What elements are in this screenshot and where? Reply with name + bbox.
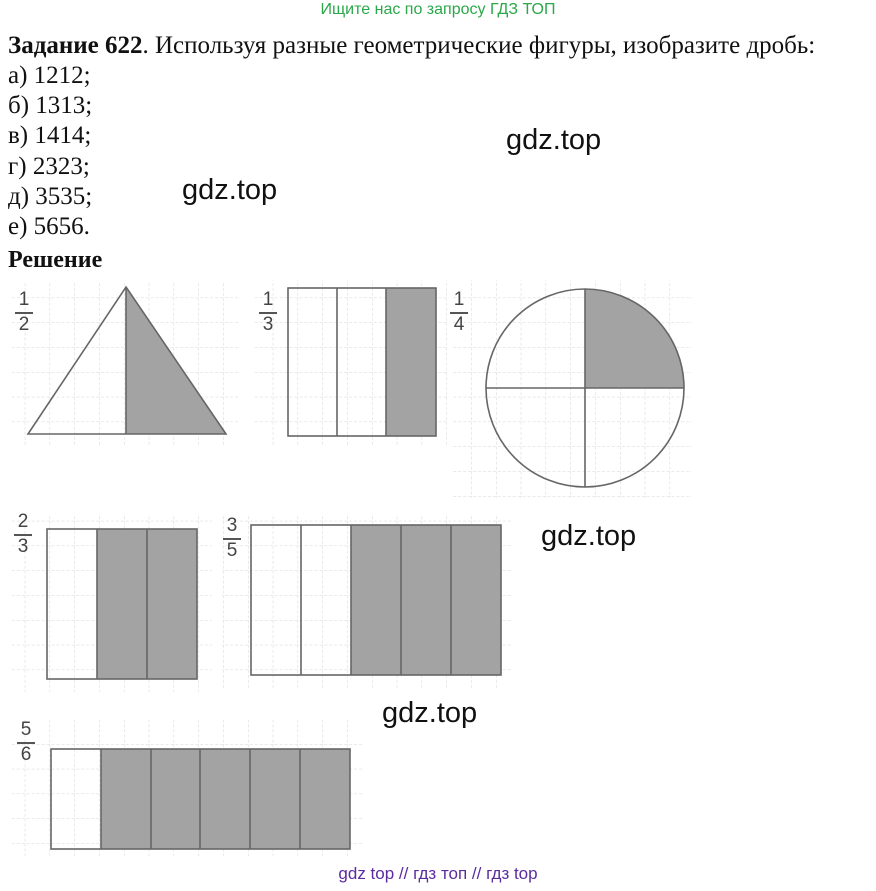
rectangle-third-figure — [254, 280, 448, 446]
fraction-label-half — [15, 290, 33, 335]
fraction-label-three-fifths — [223, 516, 241, 561]
fraction-denominator: 3 — [17, 535, 29, 557]
search-banner: Ищите нас по запросу ГДЗ ТОП — [320, 1, 556, 18]
solution-heading: Решение — [8, 247, 103, 273]
fraction-denominator: 5 — [226, 539, 238, 561]
fraction-numerator: 5 — [20, 719, 32, 740]
rectangle-three-fifths-figure — [222, 514, 512, 690]
task-title: Задание 622 — [8, 32, 143, 59]
rectangle-five-sixths-figure — [12, 720, 364, 858]
fraction-denominator: 4 — [453, 313, 465, 335]
task-item-v: в) 1414; — [8, 122, 92, 150]
watermark-gdz-top: gdz.top — [382, 697, 478, 729]
fraction-label-quarter — [450, 290, 468, 335]
watermark-gdz-top: gdz.top — [541, 520, 637, 552]
task-item-g: г) 2323; — [8, 152, 90, 180]
fraction-numerator: 1 — [18, 289, 30, 310]
footer-link[interactable]: gdz top // гдз топ // гдз top — [338, 864, 538, 883]
fraction-label-five-sixths — [17, 720, 35, 765]
task-text: . Используя разные геометрические фигуры, изобразите дробь: — [142, 32, 816, 59]
circle-quarter-figure — [452, 280, 692, 498]
task-item-b: б) 1313; — [8, 92, 93, 120]
task-item-a: а) 1212; — [8, 62, 91, 89]
fraction-label-third — [259, 290, 277, 335]
watermark-gdz-top: gdz.top — [182, 174, 278, 206]
fraction-numerator: 1 — [453, 289, 465, 310]
fraction-denominator: 6 — [20, 743, 32, 765]
fraction-denominator: 2 — [18, 313, 30, 335]
fraction-label-two-thirds — [14, 512, 32, 557]
fraction-numerator: 2 — [17, 511, 29, 532]
task-item-e: е) 5656. — [8, 213, 90, 241]
fraction-numerator: 3 — [226, 515, 238, 536]
watermark-gdz-top: gdz.top — [506, 124, 602, 156]
triangle-half-figure — [12, 283, 238, 445]
fraction-denominator: 3 — [262, 313, 274, 335]
rectangle-two-thirds-figure — [12, 514, 212, 692]
fraction-numerator: 1 — [262, 289, 274, 310]
task-item-d: д) 3535; — [8, 182, 93, 210]
